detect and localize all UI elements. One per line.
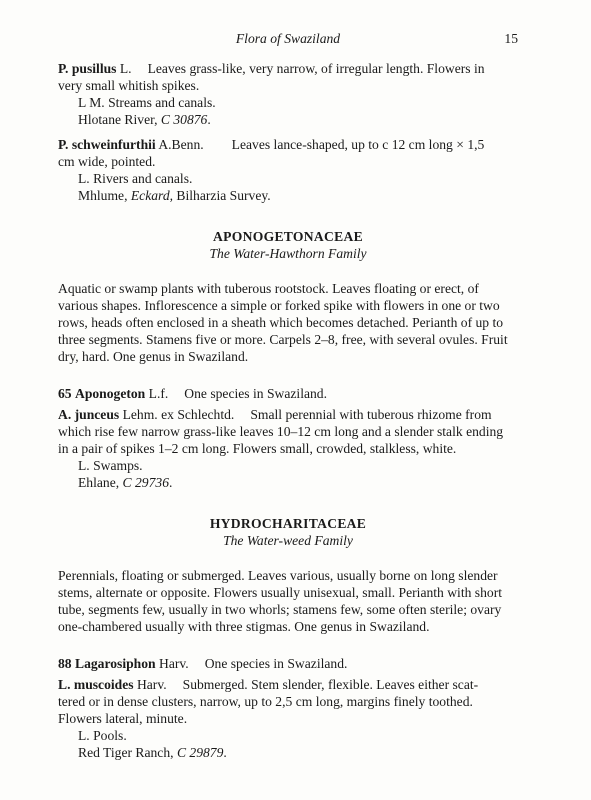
description-line: Leaves grass-like, very narrow, of irregular length. Flowers in <box>147 61 485 76</box>
description-line: stems, alternate or opposite. Flowers usually unisexual, small. Perianth with short <box>58 585 502 600</box>
genus-line <box>58 385 518 402</box>
description-line: very small whitish spikes. <box>58 78 200 93</box>
description-line: Leaves lance-shaped, up to c 12 cm long × 1,5 <box>231 137 485 152</box>
punctuation: . <box>169 475 173 490</box>
locality: Mhlume, <box>78 188 131 203</box>
description-line: Small perennial with tuberous rhizome from <box>250 407 492 422</box>
running-header <box>58 30 518 48</box>
collector-number: C 29879 <box>176 745 224 760</box>
locality-line <box>58 187 518 204</box>
species-description <box>58 676 518 693</box>
family-description <box>58 567 518 635</box>
description-line: various shapes. Inflorescence a simple or forked spike with flowers in one or two <box>58 298 500 313</box>
genus-author: L.f. <box>148 386 169 401</box>
species-name: L. muscoides <box>58 677 134 692</box>
collector-number: C 30876 <box>160 112 208 127</box>
species-description <box>58 136 518 153</box>
family-common-name: The Water-Hawthorn Family <box>209 246 367 261</box>
page-number: 15 <box>504 31 518 46</box>
habitat-line: L. Rivers and canals. <box>78 171 193 186</box>
genus-author: Harv. <box>159 656 189 671</box>
species-description <box>58 60 518 77</box>
description-line: three segments. Stamens five or more. Carpels 2–8, free, with several ovules. Fruit <box>58 332 508 347</box>
description-line: Aquatic or swamp plants with tuberous rootstock. Leaves floating or erect, of <box>58 281 479 296</box>
habitat-line: L. Pools. <box>78 728 127 743</box>
running-title: Flora of Swaziland <box>235 31 341 46</box>
species-author: Harv. <box>136 677 167 692</box>
description-line: tube, segments few, usually in two whorls; stamens few, some often sterile; ovary <box>58 602 502 617</box>
species-name: P. pusillus <box>58 61 117 76</box>
species-author: A.Benn. <box>158 137 204 152</box>
species-author: L. <box>119 61 132 76</box>
punctuation: . <box>207 112 211 127</box>
genus-number: 65 <box>58 386 72 401</box>
species-author: Lehm. ex Schlechtd. <box>122 407 235 422</box>
description-line: in a pair of spikes 1–2 cm long. Flowers small, crowded, stalkless, white. <box>58 441 457 456</box>
description-line: one-chambered usually with three stigmas. One genus in Swaziland. <box>58 619 430 634</box>
family-description <box>58 280 518 365</box>
species-name: P. schweinfurthii <box>58 137 156 152</box>
description-line: Submerged. Stem slender, flexible. Leaves either scat- <box>182 677 479 692</box>
locality: Ehlane, <box>78 475 123 490</box>
species-name: A. junceus <box>58 407 120 422</box>
genus-number: 88 <box>58 656 72 671</box>
family-heading-hydrocharitaceae <box>58 515 518 549</box>
description-line: dry, hard. One genus in Swaziland. <box>58 349 249 364</box>
family-name: HYDROCHARITACEAE <box>209 516 367 531</box>
species-entry-pusillus <box>58 60 518 128</box>
genus-line <box>58 655 518 672</box>
genus-name: Lagarosiphon <box>75 656 156 671</box>
species-entry-schweinfurthii <box>58 136 518 204</box>
locality: Red Tiger Ranch, <box>78 745 177 760</box>
page-body <box>58 60 518 761</box>
family-heading-aponogetonaceae <box>58 228 518 262</box>
locality-line <box>58 744 518 761</box>
description-line: tered or in dense clusters, narrow, up to 2,5 cm long, margins finely toothed. <box>58 694 473 709</box>
species-description <box>58 406 518 423</box>
description-line: which rise few narrow grass-like leaves 10–12 cm long and a slender stalk ending <box>58 424 504 439</box>
genus-name: Aponogeton <box>75 386 146 401</box>
description-line: Flowers lateral, minute. <box>58 711 188 726</box>
collector-number: C 29736 <box>122 475 169 490</box>
survey-name: Bilharzia Survey. <box>173 188 271 203</box>
species-entry-junceus <box>58 406 518 491</box>
locality-line <box>58 111 518 128</box>
punctuation: . <box>223 745 227 760</box>
description-line: rows, heads often enclosed in a sheath which becomes detached. Perianth of up to <box>58 315 504 330</box>
habitat-line: L M. Streams and canals. <box>78 95 216 110</box>
family-common-name: The Water-weed Family <box>223 533 353 548</box>
genus-note: One species in Swaziland. <box>204 656 348 671</box>
species-entry-muscoides <box>58 676 518 761</box>
family-name: APONOGETONACEAE <box>212 229 364 244</box>
locality-line <box>58 474 518 491</box>
locality: Hlotane River, <box>78 112 161 127</box>
habitat-line: L. Swamps. <box>78 458 143 473</box>
collector-name: Eckard, <box>130 188 174 203</box>
genus-note: One species in Swaziland. <box>184 386 327 401</box>
description-line: cm wide, pointed. <box>58 154 156 169</box>
description-line: Perennials, floating or submerged. Leaves various, usually borne on long slender <box>58 568 498 583</box>
